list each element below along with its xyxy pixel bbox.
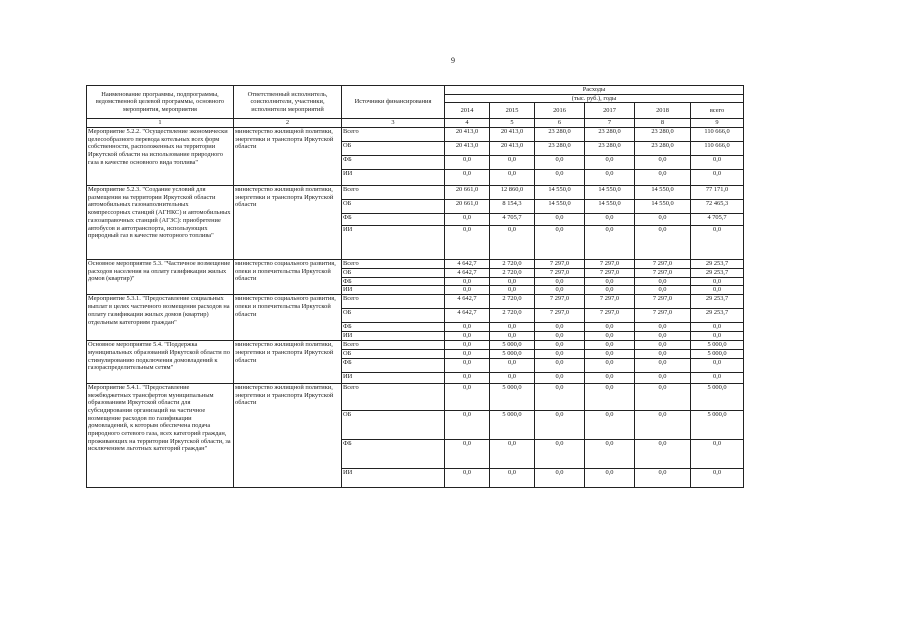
- amount-cell: 0,0: [635, 439, 691, 468]
- amount-cell: 0,0: [445, 358, 490, 372]
- table-row: [87, 128, 744, 142]
- amount-total: 0,0: [691, 358, 744, 372]
- amount-cell: 0,0: [445, 170, 490, 186]
- amount-cell: 2 720,0: [490, 260, 535, 269]
- column-number: 8: [635, 119, 691, 128]
- table-row: [87, 295, 744, 309]
- amount-cell: 0,0: [490, 286, 535, 295]
- amount-cell: 0,0: [535, 439, 585, 468]
- amount-cell: 0,0: [445, 332, 490, 341]
- amount-cell: 0,0: [585, 439, 635, 468]
- amount-total: 0,0: [691, 439, 744, 468]
- amount-total: 0,0: [691, 170, 744, 186]
- amount-cell: 14 550,0: [535, 186, 585, 200]
- amount-cell: 0,0: [490, 226, 535, 260]
- amount-cell: 0,0: [535, 350, 585, 359]
- amount-cell: 0,0: [490, 156, 535, 170]
- amount-cell: 0,0: [585, 323, 635, 332]
- amount-cell: 23 280,0: [535, 128, 585, 142]
- amount-cell: 0,0: [445, 323, 490, 332]
- column-number: 7: [585, 119, 635, 128]
- amount-cell: 20 413,0: [490, 128, 535, 142]
- amount-cell: 0,0: [490, 372, 535, 383]
- funding-source: ОБ: [342, 142, 445, 156]
- amount-cell: 0,0: [535, 358, 585, 372]
- funding-source: ОБ: [342, 200, 445, 214]
- amount-cell: 4 642,7: [445, 269, 490, 278]
- amount-cell: 0,0: [635, 358, 691, 372]
- amount-total: 0,0: [691, 156, 744, 170]
- amount-cell: 14 550,0: [585, 186, 635, 200]
- header-units: (тыс. руб.), годы: [445, 94, 744, 103]
- amount-cell: 2 720,0: [490, 295, 535, 309]
- funding-source: ОБ: [342, 350, 445, 359]
- header-year: 2015: [490, 103, 535, 119]
- funding-source: ИИ: [342, 468, 445, 487]
- funding-source: ФБ: [342, 358, 445, 372]
- amount-cell: 8 154,3: [490, 200, 535, 214]
- header-year: 2018: [635, 103, 691, 119]
- amount-cell: 0,0: [535, 372, 585, 383]
- amount-cell: 0,0: [635, 410, 691, 439]
- table-body: [87, 128, 744, 488]
- amount-total: 0,0: [691, 286, 744, 295]
- amount-total: 5 000,0: [691, 350, 744, 359]
- header-expenses: Расходы: [445, 86, 744, 95]
- amount-cell: 23 280,0: [635, 128, 691, 142]
- amount-cell: 0,0: [445, 410, 490, 439]
- amount-cell: 0,0: [535, 156, 585, 170]
- amount-cell: 0,0: [585, 468, 635, 487]
- amount-cell: 5 000,0: [490, 350, 535, 359]
- amount-cell: 0,0: [635, 226, 691, 260]
- page-number: 9: [451, 56, 455, 65]
- amount-cell: 0,0: [445, 156, 490, 170]
- amount-cell: 0,0: [490, 358, 535, 372]
- amount-cell: 5 000,0: [490, 410, 535, 439]
- amount-cell: 5 000,0: [490, 383, 535, 410]
- amount-cell: 7 297,0: [585, 260, 635, 269]
- amount-cell: 0,0: [445, 341, 490, 350]
- table-row: [87, 383, 744, 410]
- funding-source: Всего: [342, 383, 445, 410]
- amount-cell: 0,0: [635, 277, 691, 286]
- amount-cell: 7 297,0: [535, 309, 585, 323]
- amount-cell: 5 000,0: [490, 341, 535, 350]
- amount-cell: 7 297,0: [635, 295, 691, 309]
- amount-cell: 0,0: [490, 277, 535, 286]
- amount-cell: 7 297,0: [585, 295, 635, 309]
- amount-cell: 0,0: [585, 332, 635, 341]
- amount-cell: 0,0: [445, 468, 490, 487]
- amount-cell: 12 860,0: [490, 186, 535, 200]
- amount-cell: 0,0: [635, 341, 691, 350]
- amount-cell: 0,0: [635, 350, 691, 359]
- amount-total: 0,0: [691, 372, 744, 383]
- table-row: [87, 341, 744, 350]
- amount-cell: 0,0: [635, 170, 691, 186]
- executor-name: министерство жилищной политики, энергетики и транспорта Иркутской области: [234, 186, 342, 260]
- amount-cell: 0,0: [535, 286, 585, 295]
- funding-source: Всего: [342, 186, 445, 200]
- activity-name: Мероприятие 5.3.1. "Предоставление социальных выплат в целях частичного возмещения расходов на оплату газификации жилых домов (квартир) отдельным категориям граждан": [87, 295, 234, 341]
- amount-cell: 7 297,0: [535, 269, 585, 278]
- amount-cell: 0,0: [635, 323, 691, 332]
- amount-cell: 0,0: [535, 170, 585, 186]
- amount-cell: 7 297,0: [585, 309, 635, 323]
- executor-name: министерство социального развития, опеки и попечительства Иркутской области: [234, 260, 342, 295]
- column-number: 3: [342, 119, 445, 128]
- amount-total: 0,0: [691, 332, 744, 341]
- amount-cell: 20 413,0: [445, 142, 490, 156]
- amount-total: 29 253,7: [691, 269, 744, 278]
- amount-cell: 7 297,0: [635, 309, 691, 323]
- funding-source: ФБ: [342, 439, 445, 468]
- amount-cell: 20 661,0: [445, 186, 490, 200]
- funding-source: ФБ: [342, 323, 445, 332]
- amount-total: 29 253,7: [691, 260, 744, 269]
- activity-name: Мероприятие 5.2.2. "Осуществление экономически целесообразного перевода котельных всех форм собственности, расположенных на территории Иркутской области на использование природного газа в качестве основного вида топлива": [87, 128, 234, 186]
- header-year: 2017: [585, 103, 635, 119]
- amount-total: 72 465,3: [691, 200, 744, 214]
- amount-total: 77 171,0: [691, 186, 744, 200]
- amount-cell: 0,0: [635, 468, 691, 487]
- amount-cell: 0,0: [535, 468, 585, 487]
- amount-total: 4 705,7: [691, 214, 744, 226]
- executor-name: министерство жилищной политики, энергетики и транспорта Иркутской области: [234, 383, 342, 487]
- activity-name: Основное мероприятие 5.4. "Поддержка муниципальных образований Иркутской области по стимулированию подключения домовладений к газораспределительным сетям": [87, 341, 234, 384]
- amount-cell: 2 720,0: [490, 309, 535, 323]
- funding-source: ФБ: [342, 214, 445, 226]
- amount-cell: 0,0: [490, 332, 535, 341]
- amount-total: 5 000,0: [691, 410, 744, 439]
- amount-cell: 23 280,0: [585, 128, 635, 142]
- amount-cell: 0,0: [585, 383, 635, 410]
- amount-cell: 0,0: [490, 323, 535, 332]
- amount-total: 0,0: [691, 468, 744, 487]
- column-number: 2: [234, 119, 342, 128]
- amount-cell: 23 280,0: [585, 142, 635, 156]
- amount-cell: 4 705,7: [490, 214, 535, 226]
- amount-cell: 0,0: [585, 372, 635, 383]
- funding-source: Всего: [342, 295, 445, 309]
- amount-cell: 0,0: [635, 286, 691, 295]
- funding-source: ФБ: [342, 156, 445, 170]
- executor-name: министерство жилищной политики, энергетики и транспорта Иркутской области: [234, 341, 342, 384]
- amount-cell: 20 413,0: [490, 142, 535, 156]
- amount-cell: 0,0: [535, 332, 585, 341]
- amount-cell: 0,0: [445, 286, 490, 295]
- funding-source: ИИ: [342, 372, 445, 383]
- executor-name: министерство социального развития, опеки и попечительства Иркутской области: [234, 295, 342, 341]
- amount-cell: 14 550,0: [535, 200, 585, 214]
- amount-cell: 20 413,0: [445, 128, 490, 142]
- amount-cell: 0,0: [535, 277, 585, 286]
- amount-total: 110 666,0: [691, 142, 744, 156]
- funding-source: ОБ: [342, 309, 445, 323]
- budget-table-sheet: [86, 85, 743, 488]
- amount-cell: 0,0: [585, 350, 635, 359]
- amount-total: 5 000,0: [691, 383, 744, 410]
- funding-source: Всего: [342, 341, 445, 350]
- amount-cell: 0,0: [490, 468, 535, 487]
- column-number: 1: [87, 119, 234, 128]
- amount-cell: 14 550,0: [635, 200, 691, 214]
- activity-name: Мероприятие 5.2.3. "Создание условий для размещения на территории Иркутской области автомобильных газонаполнительных компрессорных станций (АГНКС) и автомобильных газозаправочных станций (АГЗС): приобретение автобусов и автотранспорта, использующих природный газ в качестве моторного топлива": [87, 186, 234, 260]
- amount-cell: 4 642,7: [445, 309, 490, 323]
- amount-cell: 0,0: [445, 226, 490, 260]
- amount-cell: 0,0: [490, 439, 535, 468]
- amount-cell: 0,0: [585, 226, 635, 260]
- column-number: 5: [490, 119, 535, 128]
- amount-cell: 0,0: [635, 332, 691, 341]
- table-row: [87, 186, 744, 200]
- amount-cell: 0,0: [635, 372, 691, 383]
- header-year: 2014: [445, 103, 490, 119]
- amount-cell: 7 297,0: [635, 260, 691, 269]
- amount-cell: 0,0: [490, 170, 535, 186]
- funding-source: ИИ: [342, 286, 445, 295]
- column-number-row: [87, 119, 744, 128]
- funding-source: Всего: [342, 260, 445, 269]
- budget-table: [86, 85, 744, 488]
- header-name: Наименование программы, подпрограммы, ведомственной целевой программы, основного мероприятия, мероприятия: [87, 86, 234, 119]
- amount-cell: 0,0: [535, 383, 585, 410]
- column-number: 9: [691, 119, 744, 128]
- amount-cell: 14 550,0: [585, 200, 635, 214]
- amount-cell: 23 280,0: [635, 142, 691, 156]
- amount-cell: 0,0: [585, 277, 635, 286]
- amount-cell: 14 550,0: [635, 186, 691, 200]
- amount-total: 110 666,0: [691, 128, 744, 142]
- activity-name: Основное мероприятие 5.3. "Частичное возмещение расходов населения на оплату газификации жилых домов (квартир)": [87, 260, 234, 295]
- amount-cell: 20 661,0: [445, 200, 490, 214]
- header-source: Источники финансирования: [342, 86, 445, 119]
- amount-cell: 0,0: [535, 341, 585, 350]
- amount-total: 29 253,7: [691, 309, 744, 323]
- funding-source: ОБ: [342, 269, 445, 278]
- amount-cell: 7 297,0: [585, 269, 635, 278]
- header-executor: Ответственный исполнитель, соисполнители, участники, исполнители мероприятий: [234, 86, 342, 119]
- amount-cell: 0,0: [445, 372, 490, 383]
- funding-source: Всего: [342, 128, 445, 142]
- amount-cell: 0,0: [445, 350, 490, 359]
- column-number: 6: [535, 119, 585, 128]
- amount-cell: 0,0: [585, 410, 635, 439]
- amount-total: 0,0: [691, 277, 744, 286]
- amount-cell: 0,0: [585, 341, 635, 350]
- amount-total: 29 253,7: [691, 295, 744, 309]
- amount-cell: 0,0: [585, 358, 635, 372]
- amount-cell: 7 297,0: [535, 260, 585, 269]
- amount-cell: 4 642,7: [445, 295, 490, 309]
- amount-total: 0,0: [691, 323, 744, 332]
- funding-source: ИИ: [342, 170, 445, 186]
- amount-cell: 0,0: [535, 226, 585, 260]
- amount-cell: 7 297,0: [635, 269, 691, 278]
- amount-cell: 23 280,0: [535, 142, 585, 156]
- header-year: 2016: [535, 103, 585, 119]
- amount-cell: 0,0: [635, 383, 691, 410]
- amount-cell: 0,0: [535, 410, 585, 439]
- amount-cell: 0,0: [635, 214, 691, 226]
- table-row: [87, 260, 744, 269]
- amount-cell: 0,0: [585, 156, 635, 170]
- funding-source: ИИ: [342, 226, 445, 260]
- amount-cell: 0,0: [445, 277, 490, 286]
- column-number: 4: [445, 119, 490, 128]
- amount-cell: 0,0: [445, 383, 490, 410]
- amount-cell: 0,0: [585, 170, 635, 186]
- amount-cell: 4 642,7: [445, 260, 490, 269]
- funding-source: ИИ: [342, 332, 445, 341]
- funding-source: ФБ: [342, 277, 445, 286]
- executor-name: министерство жилищной политики, энергетики и транспорта Иркутской области: [234, 128, 342, 186]
- amount-cell: 0,0: [535, 323, 585, 332]
- header-total: всего: [691, 103, 744, 119]
- amount-cell: 0,0: [535, 214, 585, 226]
- amount-total: 5 000,0: [691, 341, 744, 350]
- amount-cell: 0,0: [635, 156, 691, 170]
- amount-total: 0,0: [691, 226, 744, 260]
- funding-source: ОБ: [342, 410, 445, 439]
- activity-name: Мероприятие 5.4.1. "Предоставление межбюджетных трансфертов муниципальным образованиям Иркутской области для субсидирования организаций на частичное возмещение расходов по газификации домовладений, к которым обеспечена подача природного сетевого газа, всех категорий граждан, проживающих на территории Иркутской области, за исключением льготных категорий граждан": [87, 383, 234, 487]
- amount-cell: 7 297,0: [535, 295, 585, 309]
- amount-cell: 0,0: [585, 214, 635, 226]
- amount-cell: 2 720,0: [490, 269, 535, 278]
- amount-cell: 0,0: [585, 286, 635, 295]
- amount-cell: 0,0: [445, 439, 490, 468]
- amount-cell: 0,0: [445, 214, 490, 226]
